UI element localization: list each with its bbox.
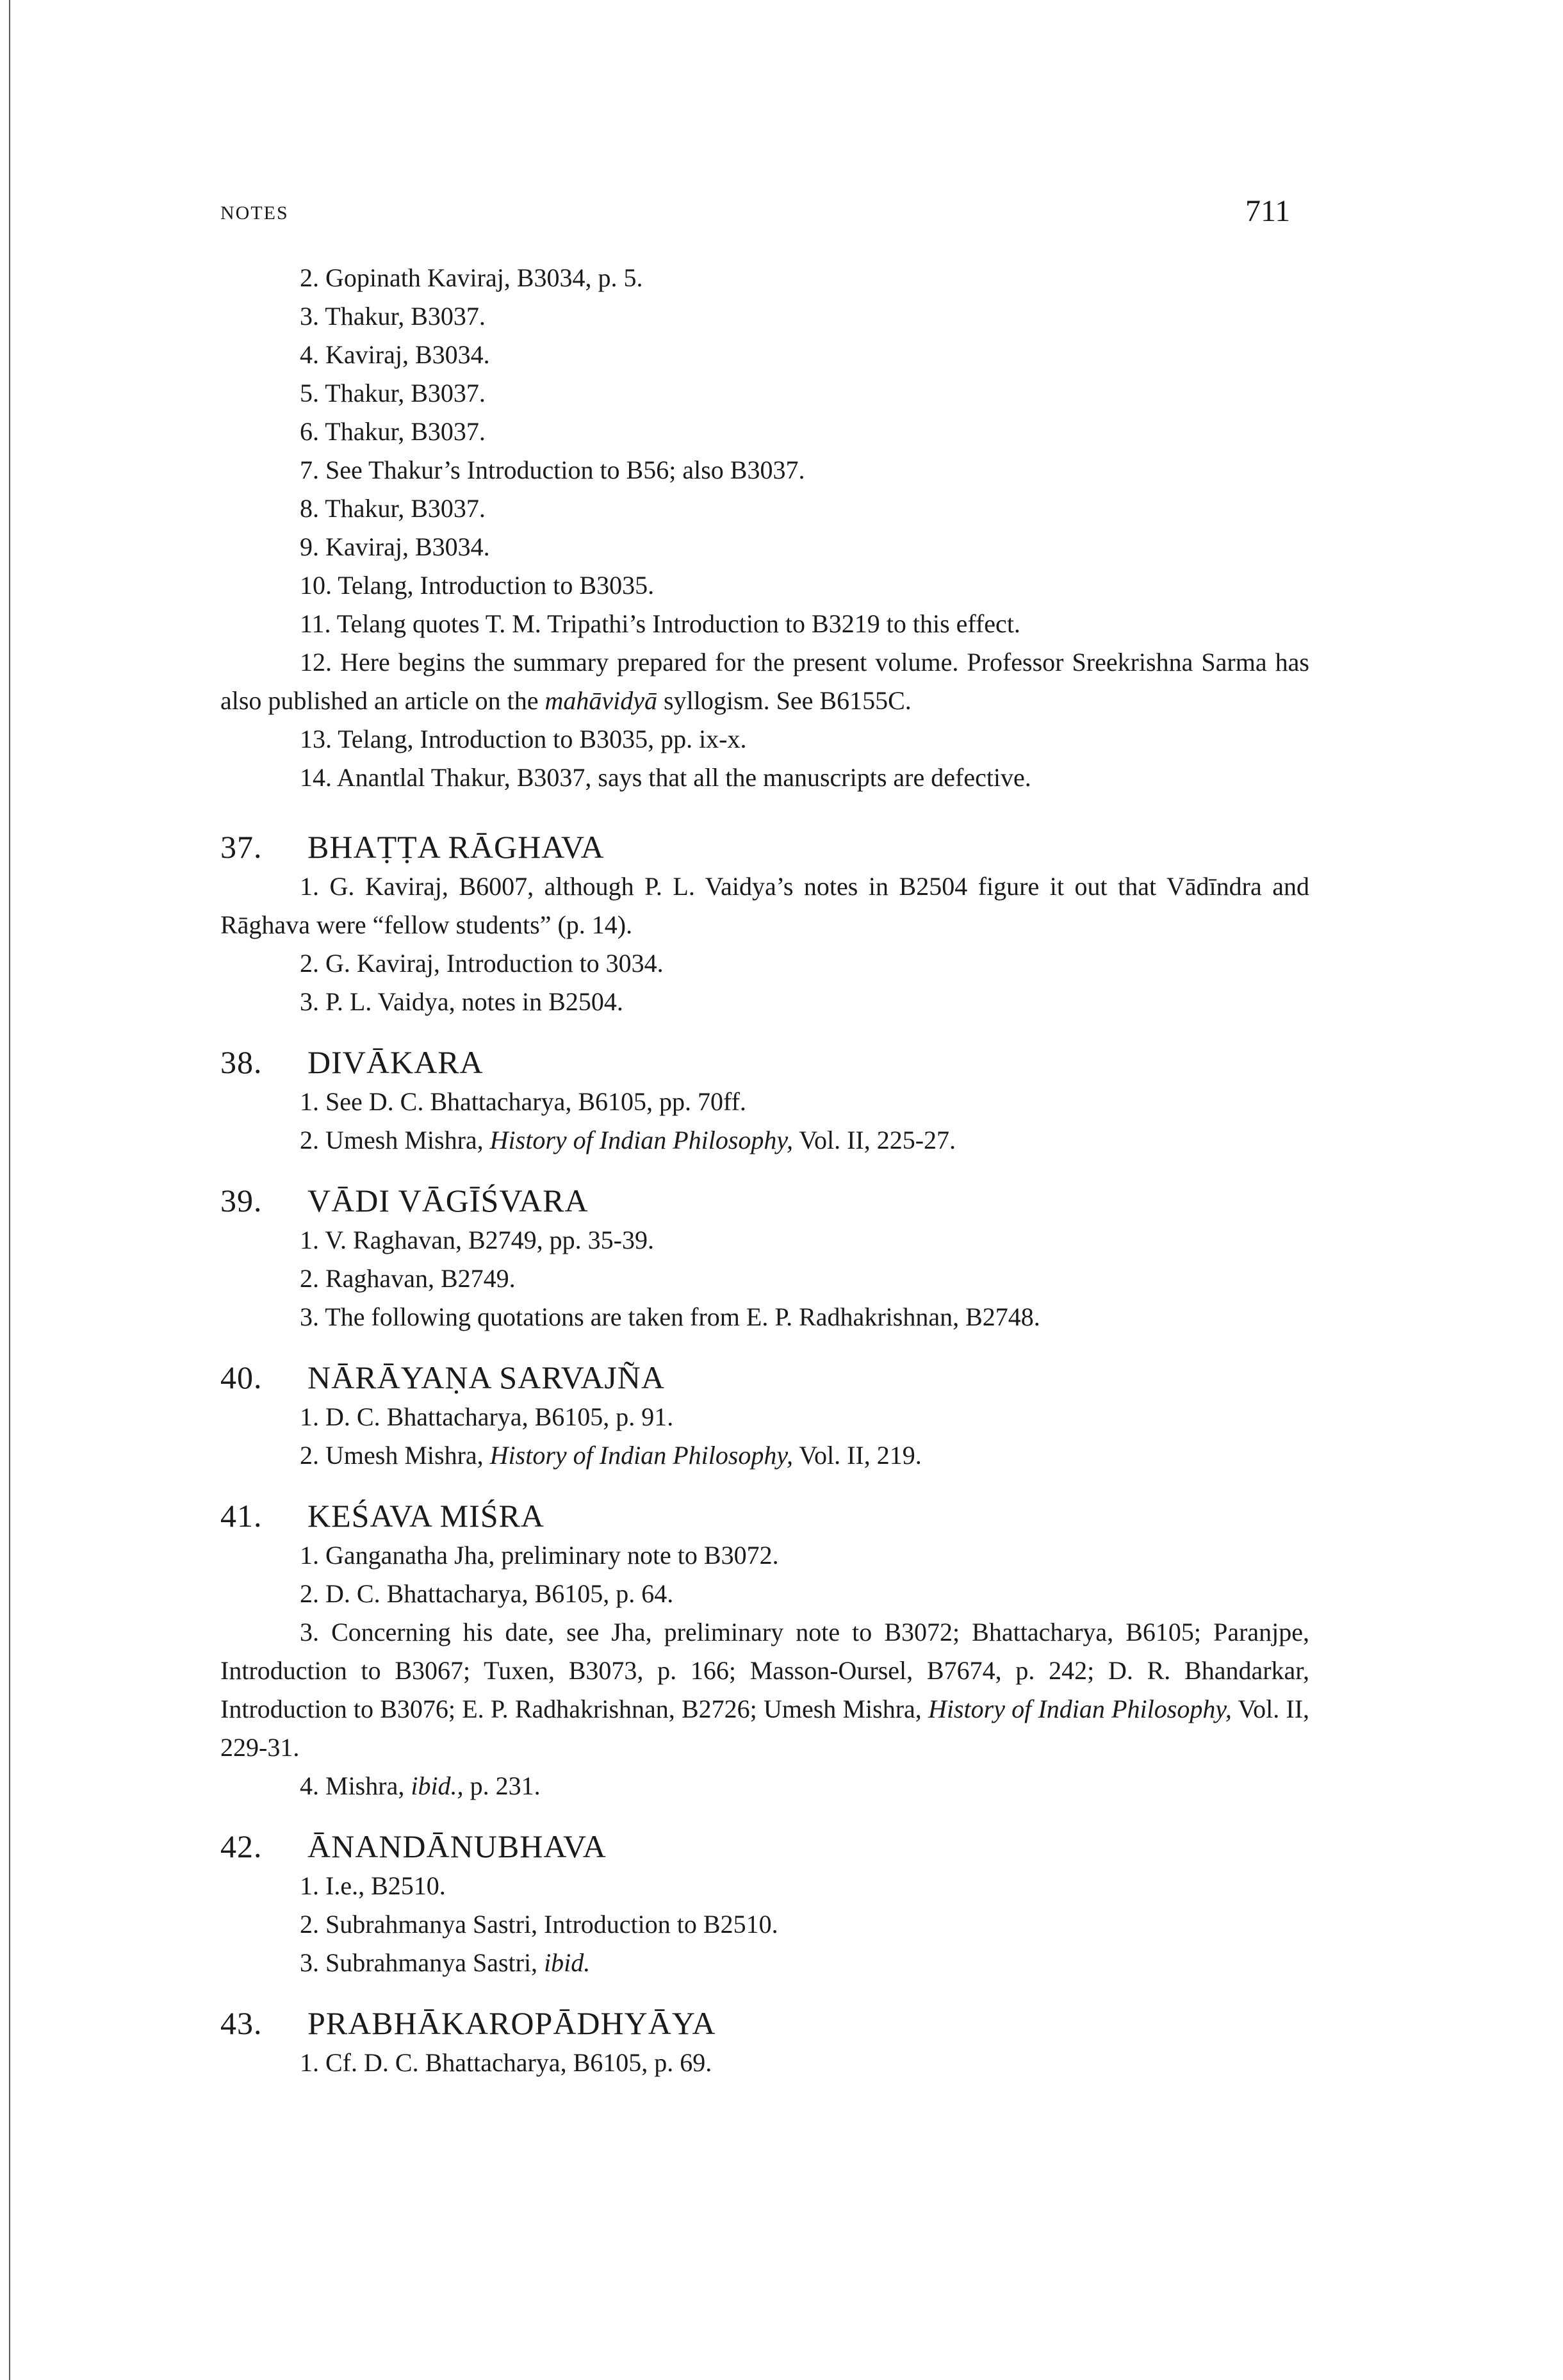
note-text: Thakur, B3037. <box>325 379 486 407</box>
note-text: G. Kaviraj, Introduction to 3034. <box>325 949 664 978</box>
note-text: D. C. Bhattacharya, B6105, p. 64. <box>325 1579 674 1608</box>
note-text: Anantlal Thakur, B3037, says that all the manuscripts are defective. <box>336 763 1031 792</box>
note-number: 1. <box>300 1087 319 1116</box>
note-number: 2. <box>300 1264 319 1293</box>
note-number: 14. <box>300 763 332 792</box>
note-item <box>220 1083 1309 1121</box>
note-text: Thakur, B3037. <box>325 417 486 446</box>
section-title: PRABHĀKAROPĀDHYĀYA <box>307 2005 716 2041</box>
note-text: P. L. Vaidya, notes in B2504. <box>325 987 623 1016</box>
note-item-12 <box>220 643 1309 720</box>
note-number: 11. <box>300 609 331 638</box>
note-number: 1. <box>300 1871 319 1900</box>
note-text: Ganganatha Jha, preliminary note to B3072. <box>325 1541 779 1570</box>
note-text: p. 231. <box>470 1771 541 1800</box>
note-number: 9. <box>300 532 319 561</box>
note-text: Kaviraj, B3034. <box>325 340 490 369</box>
section-title: DIVĀKARA <box>307 1044 484 1080</box>
note-item <box>220 1613 1309 1767</box>
note-item <box>220 528 1309 566</box>
section-43 <box>220 2004 1309 2082</box>
note-number: 1. <box>300 1226 319 1254</box>
note-text: The following quotations are taken from E. P. Radhakrishnan, B2748. <box>325 1302 1040 1331</box>
note-item <box>220 413 1309 451</box>
note-item <box>220 1867 1309 1905</box>
note-text: Telang, Introduction to B3035. <box>338 571 655 600</box>
note-number: 3. <box>300 987 319 1016</box>
note-text: Here begins the summary prepared for the present volume. Professor Sreekrishna Sarma has also published an article on the <box>220 648 1309 715</box>
note-text: Vol. II, 219. <box>799 1441 922 1470</box>
note-item <box>220 867 1309 944</box>
section-40 <box>220 1358 1309 1475</box>
note-text: See D. C. Bhattacharya, B6105, pp. 70ff. <box>325 1087 746 1116</box>
section-heading <box>220 1358 1309 1397</box>
section-heading <box>220 2004 1309 2042</box>
note-number: 6. <box>300 417 319 446</box>
section-title: BHAṬṬA RĀGHAVA <box>307 829 605 865</box>
ibid-reference: ibid. <box>544 1948 591 1977</box>
note-item <box>220 759 1309 797</box>
note-number: 5. <box>300 379 319 407</box>
section-heading <box>220 1827 1309 1866</box>
note-number: 3. <box>300 302 319 331</box>
note-item <box>220 566 1309 605</box>
note-number: 2. <box>300 1126 319 1154</box>
section-heading <box>220 1497 1309 1535</box>
notes-list-top <box>220 259 1309 797</box>
note-text: G. Kaviraj, B6007, although P. L. Vaidya’s notes in B2504 figure it out that Vādīndra and Rāghava were “fellow students” (p. 14). <box>220 872 1310 939</box>
note-item <box>220 297 1309 336</box>
section-heading <box>220 1043 1309 1081</box>
section-heading <box>220 828 1309 866</box>
note-number: 2. <box>300 1579 319 1608</box>
section-number: 37. <box>220 829 263 865</box>
note-number: 2. <box>300 1441 319 1470</box>
note-text: Thakur, B3037. <box>325 494 486 523</box>
note-number: 1. <box>300 872 319 901</box>
section-title: KEŚAVA MIŚRA <box>307 1498 545 1534</box>
note-text: Telang quotes T. M. Tripathi’s Introduction to B3219 to this effect. <box>336 609 1020 638</box>
note-text: Concerning his date, see Jha, preliminary note to B3072; Bhattacharya, B6105; Paranjpe, Introduction to B3067; Tuxen, B3073, p. 166; Masson-Oursel, B7674, p. 242; D. R. Bhandarkar, Introduction to B3076; E. P. Radhakrishnan, B2726; Umesh Mishra, <box>220 1618 1310 1723</box>
note-number: 2. <box>300 1910 319 1939</box>
note-text: Umesh Mishra, <box>325 1126 484 1154</box>
note-text: Subrahmanya Sastri, Introduction to B2510. <box>325 1910 778 1939</box>
section-heading <box>220 1181 1309 1220</box>
note-item <box>220 720 1309 759</box>
section-number: 38. <box>220 1044 263 1080</box>
section-title: VĀDI VĀGĪŚVARA <box>307 1183 589 1219</box>
note-text: Kaviraj, B3034. <box>325 532 490 561</box>
note-text: I.e., B2510. <box>325 1871 446 1900</box>
section-title: ĀNANDĀNUBHAVA <box>307 1828 607 1864</box>
note-text: Telang, Introduction to B3035, pp. ix-x. <box>338 725 747 753</box>
note-number: 3. <box>300 1302 319 1331</box>
note-number: 3. <box>300 1618 319 1646</box>
note-item <box>220 1767 1309 1805</box>
note-item <box>220 2044 1309 2082</box>
note-number: 3. <box>300 1948 319 1977</box>
note-item <box>220 336 1309 374</box>
note-number: 1. <box>300 1541 319 1570</box>
note-number: 12. <box>300 648 332 677</box>
note-text: Vol. II, 229-31. <box>220 1695 1310 1762</box>
note-item <box>220 1298 1309 1336</box>
note-item <box>220 1436 1309 1475</box>
note-text: See Thakur’s Introduction to B56; also B3037. <box>325 455 805 484</box>
note-item <box>220 1905 1309 1944</box>
section-number: 42. <box>220 1828 263 1864</box>
note-text: Vol. II, 225-27. <box>799 1126 956 1154</box>
section-41 <box>220 1497 1309 1805</box>
section-number: 40. <box>220 1359 263 1395</box>
note-text: Thakur, B3037. <box>325 302 486 331</box>
section-38 <box>220 1043 1309 1160</box>
note-number: 13. <box>300 725 332 753</box>
note-item <box>220 1575 1309 1613</box>
note-item <box>220 1260 1309 1298</box>
note-item <box>220 1398 1309 1436</box>
book-title: History of Indian Philosophy, <box>489 1441 793 1470</box>
book-title: History of Indian Philosophy, <box>489 1126 793 1154</box>
note-item <box>220 1536 1309 1575</box>
ibid-reference: ibid., <box>411 1771 464 1800</box>
note-item <box>220 1221 1309 1260</box>
section-42 <box>220 1827 1309 1982</box>
note-number: 10. <box>300 571 332 600</box>
note-item <box>220 605 1309 643</box>
section-title: NĀRĀYAṆA SARVAJÑA <box>307 1359 666 1395</box>
note-text: syllogism. See B6155C. <box>664 686 912 715</box>
section-number: 43. <box>220 2005 263 2041</box>
note-item <box>220 259 1309 297</box>
note-text: Subrahmanya Sastri, <box>325 1948 538 1977</box>
section-number: 39. <box>220 1183 263 1219</box>
page-number: 711 <box>1245 194 1291 228</box>
note-number: 8. <box>300 494 319 523</box>
note-item <box>220 1121 1309 1160</box>
note-text: D. C. Bhattacharya, B6105, p. 91. <box>325 1402 674 1431</box>
note-item <box>220 451 1309 489</box>
note-number: 2. <box>300 263 319 292</box>
note-text: Cf. D. C. Bhattacharya, B6105, p. 69. <box>325 2048 712 2077</box>
notes-content <box>220 259 1309 2082</box>
note-item <box>220 944 1309 983</box>
section-39 <box>220 1181 1309 1336</box>
note-number: 7. <box>300 455 319 484</box>
scan-edge-line <box>9 0 10 2380</box>
section-number: 41. <box>220 1498 263 1534</box>
note-text: Raghavan, B2749. <box>325 1264 516 1293</box>
note-number: 4. <box>300 1771 319 1800</box>
note-number: 1. <box>300 2048 319 2077</box>
note-text: Mishra, <box>325 1771 405 1800</box>
note-item <box>220 983 1309 1021</box>
note-italic-term: mahāvidyā <box>544 686 658 715</box>
note-text: V. Raghavan, B2749, pp. 35-39. <box>325 1226 654 1254</box>
note-text: Umesh Mishra, <box>325 1441 484 1470</box>
note-item <box>220 374 1309 413</box>
note-item <box>220 1944 1309 1982</box>
running-head: NOTES <box>220 202 289 224</box>
note-number: 2. <box>300 949 319 978</box>
note-number: 4. <box>300 340 319 369</box>
note-text: Gopinath Kaviraj, B3034, p. 5. <box>325 263 643 292</box>
book-title: History of Indian Philosophy, <box>928 1695 1232 1723</box>
note-item <box>220 489 1309 528</box>
section-37 <box>220 828 1309 1021</box>
note-number: 1. <box>300 1402 319 1431</box>
